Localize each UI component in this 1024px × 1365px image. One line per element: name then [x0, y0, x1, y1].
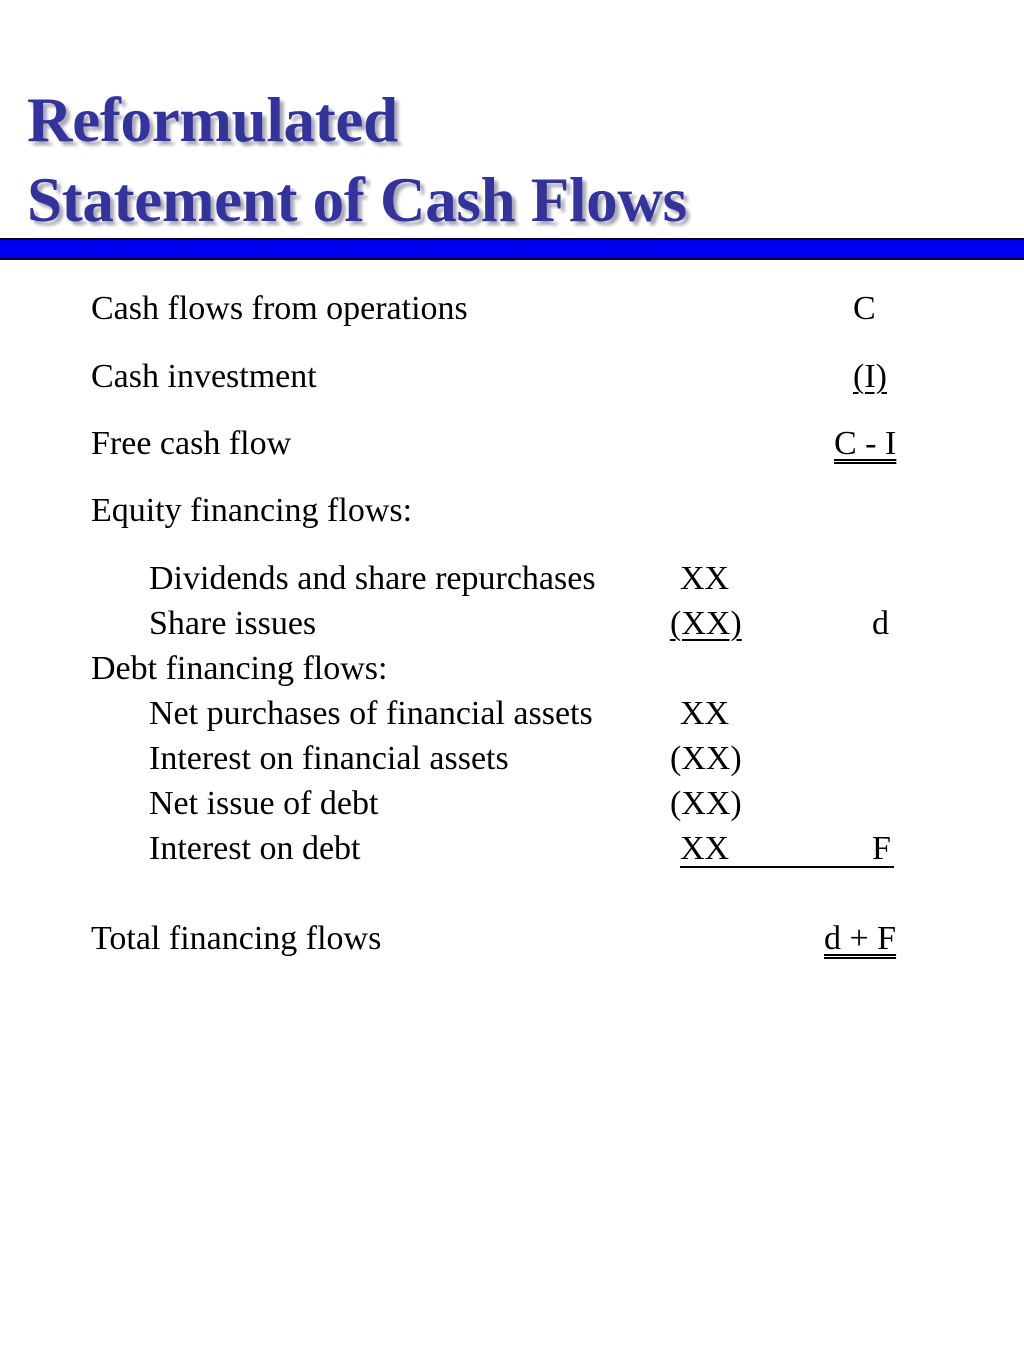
dividends-value: XX: [680, 560, 730, 597]
ops-value: C: [853, 290, 876, 327]
dividends-label: Dividends and share repurchases: [149, 560, 596, 597]
debt-financing-heading: Debt financing flows:: [91, 650, 388, 687]
interest-debt-value: XX: [680, 830, 730, 867]
slide-title-line-2: Statement of Cash Flows: [27, 165, 687, 235]
net-purchases-label: Net purchases of financial assets: [149, 695, 593, 732]
equity-financing-heading: Equity financing flows:: [91, 492, 413, 529]
share-issues-label: Share issues: [149, 605, 317, 642]
total-financing-value: d + F: [824, 920, 897, 957]
interest-financial-assets-label: Interest on financial assets: [149, 740, 509, 777]
debt-total-value: F: [872, 830, 891, 867]
share-issues-value: (XX): [670, 605, 742, 642]
slide-title-line-1: Reformulated: [27, 85, 398, 155]
interest-debt-label: Interest on debt: [149, 830, 361, 867]
equity-total-value: d: [872, 605, 889, 642]
title-divider-bar: [0, 238, 1024, 260]
ops-label: Cash flows from operations: [91, 290, 468, 327]
total-financing-label: Total financing flows: [91, 920, 382, 957]
net-issue-debt-value: (XX): [670, 785, 742, 822]
net-issue-debt-label: Net issue of debt: [149, 785, 379, 822]
free-cash-flow-label: Free cash flow: [91, 425, 292, 462]
slide-title: [27, 80, 687, 240]
net-purchases-value: XX: [680, 695, 730, 732]
interest-financial-assets-value: (XX): [670, 740, 742, 777]
investment-value: (I): [853, 358, 887, 395]
free-cash-flow-value: C - I: [834, 425, 897, 462]
interest-debt-underline: [680, 866, 894, 868]
investment-label: Cash investment: [91, 358, 317, 395]
